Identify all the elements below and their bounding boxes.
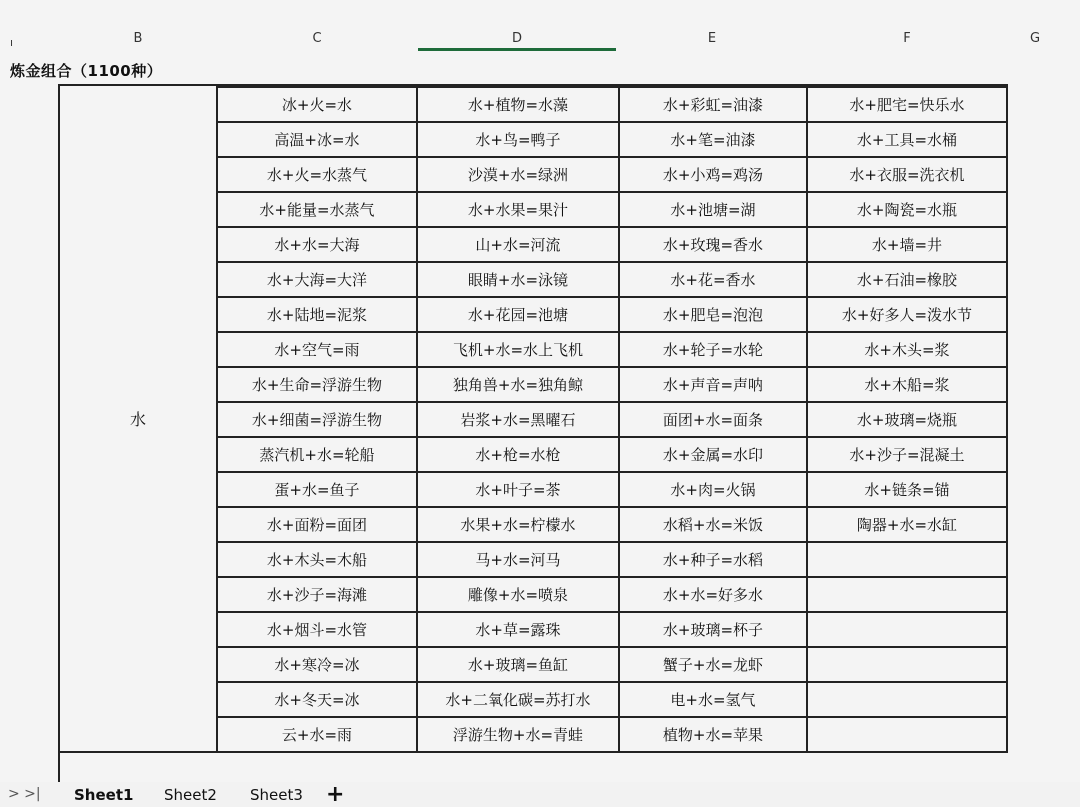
- table-cell[interactable]: 水+能量=水蒸气: [259, 200, 375, 219]
- table-cell[interactable]: 水+火=水蒸气: [266, 165, 368, 184]
- table-cell[interactable]: 水+玻璃=鱼缸: [467, 655, 569, 674]
- table-cell[interactable]: 冰+火=水: [281, 95, 353, 114]
- table-cell[interactable]: 水+叶子=茶: [475, 480, 561, 499]
- table-cell[interactable]: 水+面粉=面团: [266, 515, 368, 534]
- table-cell[interactable]: 水+小鸡=鸡汤: [662, 165, 764, 184]
- merged-category-cell[interactable]: 水: [129, 409, 146, 429]
- table-cell[interactable]: 蟹子+水=龙虾: [662, 655, 764, 674]
- table-cell[interactable]: 水+花园=池塘: [467, 305, 569, 324]
- table-cell[interactable]: 水+声音=声呐: [662, 375, 764, 394]
- selected-column-indicator: [418, 48, 616, 51]
- table-cell[interactable]: 水+生命=浮游生物: [251, 375, 383, 394]
- table-cell[interactable]: 浮游生物+水=青蛙: [452, 725, 584, 744]
- column-header-g[interactable]: G: [1029, 30, 1041, 46]
- table-cell[interactable]: 水+轮子=水轮: [662, 340, 764, 359]
- table-cell[interactable]: 水+植物=水藻: [467, 95, 569, 114]
- table-cell[interactable]: 水+二氧化碳=苏打水: [445, 690, 591, 709]
- table-cell[interactable]: 水稻+水=米饭: [662, 515, 764, 534]
- tab-sheet3[interactable]: Sheet3: [250, 786, 303, 804]
- table-cell[interactable]: 水+烟斗=水管: [266, 620, 368, 639]
- table-cell[interactable]: 水+水果=果汁: [467, 200, 569, 219]
- add-sheet-button[interactable]: +: [326, 782, 345, 807]
- table-cell[interactable]: [808, 612, 1006, 646]
- table-cell[interactable]: 蛋+水=鱼子: [274, 480, 360, 499]
- column-header-b[interactable]: B: [133, 30, 143, 46]
- table-cell[interactable]: 水+工具=水桶: [856, 130, 958, 149]
- table-cell[interactable]: 水+空气=雨: [274, 340, 360, 359]
- table-cell[interactable]: 水+链条=锚: [864, 480, 950, 499]
- table-cell[interactable]: 水+好多人=泼水节: [841, 305, 973, 324]
- table-cell[interactable]: 面团+水=面条: [662, 410, 764, 429]
- table-cell[interactable]: 岩浆+水=黑曜石: [460, 410, 576, 429]
- column-divider: [1006, 86, 1008, 752]
- table-cell[interactable]: 水+玻璃=烧瓶: [856, 410, 958, 429]
- table-cell[interactable]: 植物+水=苹果: [662, 725, 764, 744]
- column-header-f[interactable]: F: [903, 30, 911, 46]
- table-cell[interactable]: 水+衣服=洗衣机: [849, 165, 965, 184]
- table-cell[interactable]: 水+笔=油漆: [670, 130, 756, 149]
- column-header-e[interactable]: E: [707, 30, 717, 46]
- table-cell[interactable]: [808, 682, 1006, 716]
- table-cell[interactable]: 水+肥宅=快乐水: [849, 95, 965, 114]
- table-cell[interactable]: 马+水=河马: [475, 550, 561, 569]
- column-a-edge: ı: [10, 36, 14, 49]
- table-cell[interactable]: 高温+冰=水: [274, 130, 360, 149]
- table-cell[interactable]: 水+寒冷=冰: [274, 655, 360, 674]
- table-cell[interactable]: 水+水=好多水: [662, 585, 764, 604]
- table-cell[interactable]: 水+水=大海: [274, 235, 360, 254]
- column-header-c[interactable]: C: [312, 30, 322, 46]
- table-cell[interactable]: 水+沙子=混凝土: [849, 445, 965, 464]
- sheet-tab-bar: [0, 782, 1080, 807]
- table-cell[interactable]: 水+木头=浆: [864, 340, 950, 359]
- table-cell[interactable]: 水+大海=大洋: [266, 270, 368, 289]
- table-cell[interactable]: 水+沙子=海滩: [266, 585, 368, 604]
- table-cell[interactable]: 水+池塘=湖: [670, 200, 756, 219]
- table-cell[interactable]: 水+肉=火锅: [670, 480, 756, 499]
- tab-sheet1[interactable]: Sheet1: [74, 786, 134, 804]
- tab-sheet2[interactable]: Sheet2: [164, 786, 217, 804]
- table-cell[interactable]: 水+鸟=鸭子: [475, 130, 561, 149]
- table-cell[interactable]: 陶器+水=水缸: [856, 515, 958, 534]
- table-cell[interactable]: 水+玻璃=杯子: [662, 620, 764, 639]
- table-cell[interactable]: 飞机+水=水上飞机: [452, 340, 584, 359]
- table-cell[interactable]: 水+冬天=冰: [274, 690, 360, 709]
- table-cell[interactable]: 水+草=露珠: [475, 620, 561, 639]
- table-cell[interactable]: 水+肥皂=泡泡: [662, 305, 764, 324]
- table-cell[interactable]: 水+陆地=泥浆: [266, 305, 368, 324]
- row-divider: [216, 751, 1008, 753]
- table-cell[interactable]: [808, 717, 1006, 751]
- table-cell[interactable]: [808, 647, 1006, 681]
- row-divider: [58, 751, 218, 753]
- table-cell[interactable]: 沙漠+水=绿洲: [467, 165, 569, 184]
- table-cell[interactable]: 水+石油=橡胶: [856, 270, 958, 289]
- table-cell[interactable]: 水果+水=柠檬水: [460, 515, 576, 534]
- sheet-title: 炼金组合（1100种）: [10, 62, 163, 80]
- table-cell[interactable]: 独角兽+水=独角鲸: [452, 375, 584, 394]
- table-cell[interactable]: 水+木船=浆: [864, 375, 950, 394]
- table-cell[interactable]: 眼睛+水=泳镜: [467, 270, 569, 289]
- table-cell[interactable]: 水+陶瓷=水瓶: [856, 200, 958, 219]
- table-cell[interactable]: 水+花=香水: [670, 270, 756, 289]
- table-cell[interactable]: 云+水=雨: [281, 725, 353, 744]
- table-cell[interactable]: 水+细菌=浮游生物: [251, 410, 383, 429]
- sheet-nav-arrows[interactable]: > >|: [8, 786, 41, 802]
- table-cell[interactable]: 水+种子=水稻: [662, 550, 764, 569]
- table-cell[interactable]: 水+墙=井: [871, 235, 943, 254]
- table-cell[interactable]: [808, 542, 1006, 576]
- table-cell[interactable]: 蒸汽机+水=轮船: [259, 445, 375, 464]
- table-cell[interactable]: 水+木头=木船: [266, 550, 368, 569]
- column-header-d[interactable]: D: [511, 30, 522, 46]
- table-cell[interactable]: 水+枪=水枪: [475, 445, 561, 464]
- table-cell[interactable]: 山+水=河流: [475, 235, 561, 254]
- table-cell[interactable]: 水+金属=水印: [662, 445, 764, 464]
- table-cell[interactable]: [808, 577, 1006, 611]
- table-cell[interactable]: 雕像+水=喷泉: [467, 585, 569, 604]
- table-cell[interactable]: 水+玫瑰=香水: [662, 235, 764, 254]
- table-cell[interactable]: 电+水=氢气: [670, 690, 756, 709]
- table-cell[interactable]: 水+彩虹=油漆: [662, 95, 764, 114]
